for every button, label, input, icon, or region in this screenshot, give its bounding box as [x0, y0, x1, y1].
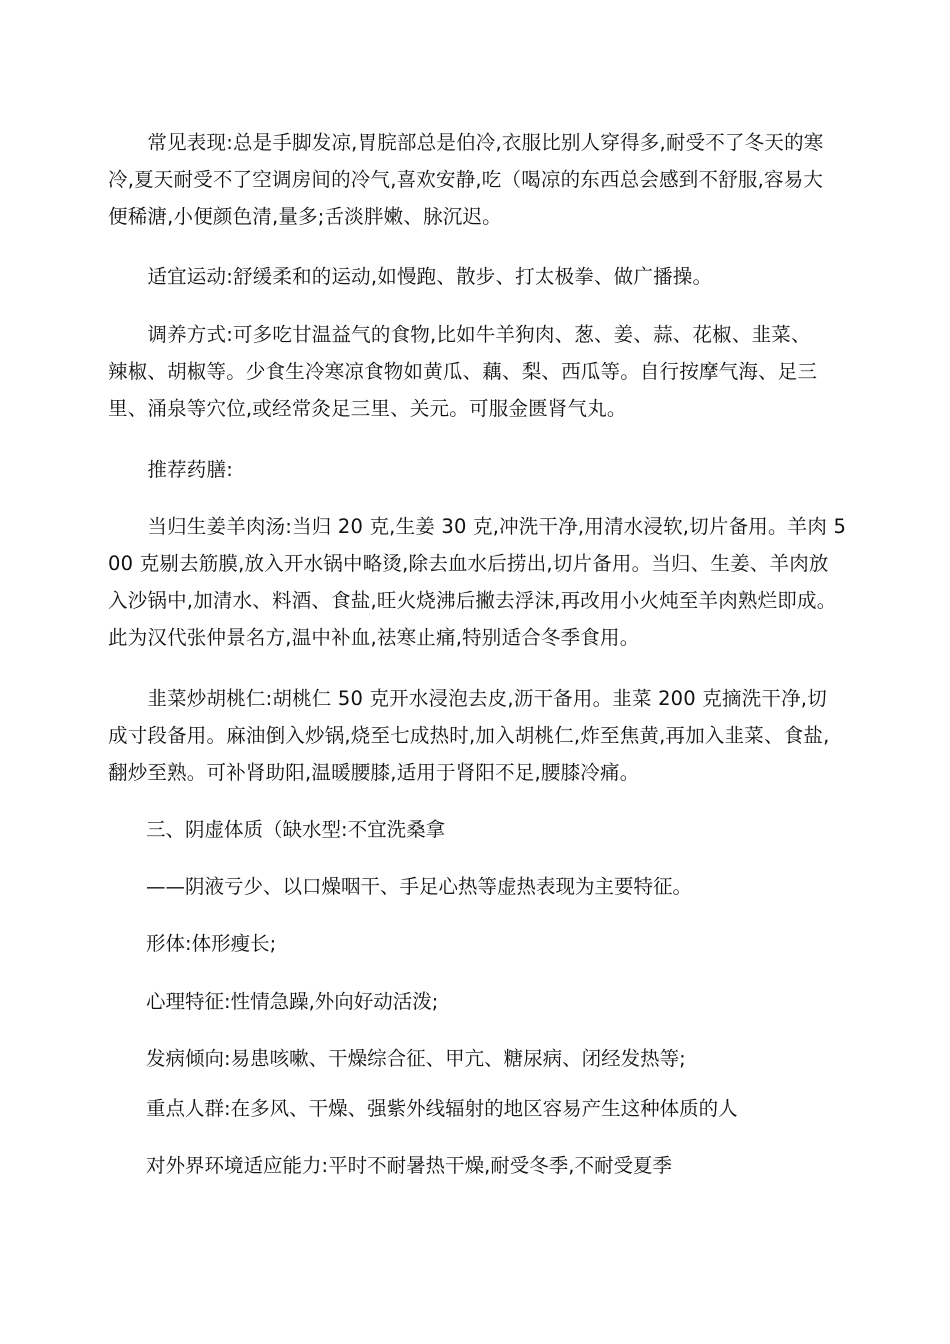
- text-line: 常见表现:总是手脚发凉,胃脘部总是伯冷,衣服比别人穿得多,耐受不了冬天的寒: [108, 131, 824, 154]
- text-line: 里、涌泉等穴位,或经常灸足三里、关元。可服金匮肾气丸。: [108, 397, 627, 420]
- body-shape-line: 形体:体形瘦长;: [146, 932, 277, 955]
- text-line: 此为汉代张仲景名方,温中补血,祛寒止痛,特别适合冬季食用。: [108, 626, 640, 649]
- paragraph-care-method: [108, 316, 856, 427]
- text-line: 成寸段备用。麻油倒入炒锅,烧至七成热时,加入胡桃仁,炸至焦黄,再加入韭菜、食盐,: [108, 724, 830, 747]
- text-line: 辣椒、胡椒等。少食生冷寒凉食物如黄瓜、藕、梨、西瓜等。自行按摩气海、足三: [108, 360, 818, 383]
- text-line: 00 克剔去筋膜,放入开水锅中略烫,除去血水后捞出,切片备用。当归、生姜、羊肉放: [108, 552, 829, 575]
- paragraph-suitable-exercise: [108, 258, 856, 295]
- text-line: 入沙锅中,加清水、料酒、食盐,旺火烧沸后撇去浮沫,再改用小火炖至羊肉熟烂即成。: [108, 589, 837, 612]
- text-line: 适宜运动:舒缓柔和的运动,如慢跑、散步、打太极拳、做广播操。: [108, 265, 713, 288]
- text-line: 推荐药膳:: [108, 458, 233, 481]
- text-line: 韭菜炒胡桃仁:胡桃仁 50 克开水浸泡去皮,沥干备用。韭菜 200 克摘洗干净,切: [108, 687, 827, 710]
- environment-adaptability-line: 对外界环境适应能力:平时不耐暑热干燥,耐受冬季,不耐受夏季: [146, 1154, 672, 1177]
- text-line: 调养方式:可多吃甘温益气的食物,比如牛羊狗肉、葱、姜、蒜、花椒、韭菜、: [108, 323, 811, 346]
- paragraph-recommended-diet: [108, 451, 856, 488]
- paragraph-common-symptoms: [108, 124, 856, 235]
- disease-tendency-line: 发病倾向:易患咳嗽、干燥综合征、甲亢、糖尿病、闭经发热等;: [146, 1047, 686, 1070]
- paragraph-recipe-walnut: [108, 680, 856, 791]
- text-line: 翻炒至熟。可补肾助阳,温暖腰膝,适用于肾阳不足,腰膝冷痛。: [108, 761, 640, 784]
- text-line: 当归生姜羊肉汤:当归 20 克,生姜 30 克,冲洗干净,用清水浸软,切片备用。羊肉 5: [108, 515, 847, 538]
- section-summary: ——阴液亏少、以口燥咽干、手足心热等虚热表现为主要特征。: [146, 875, 693, 898]
- section-heading: 三、阴虚体质（缺水型:不宜洗桑拿: [146, 818, 446, 841]
- text-line: 冷,夏天耐受不了空调房间的冷气,喜欢安静,吃（喝凉的东西总会感到不舒服,容易大: [108, 168, 824, 191]
- text-line: 便稀溏,小便颜色清,量多;舌淡胖嫩、脉沉迟。: [108, 205, 502, 228]
- paragraph-recipe-mutton-soup: [108, 508, 856, 656]
- psychology-line: 心理特征:性情急躁,外向好动活泼;: [146, 990, 439, 1013]
- key-population-line: 重点人群:在多风、干燥、强紫外线辐射的地区容易产生这种体质的人: [146, 1097, 738, 1120]
